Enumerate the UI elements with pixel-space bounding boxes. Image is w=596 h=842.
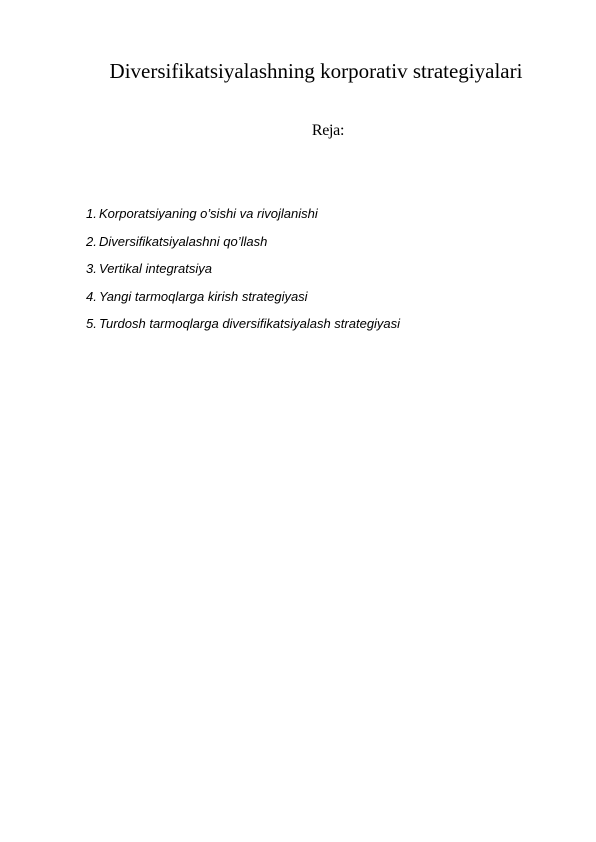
plan-item: [86, 204, 400, 232]
plan-item-number: 5.: [86, 316, 97, 331]
plan-item-number: 1.: [86, 206, 97, 221]
plan-item-text: Diversifikatsiyalashni qo’llash: [99, 233, 268, 249]
plan-item: [86, 314, 400, 342]
plan-item-text: Vertikal integratsiya: [99, 261, 212, 276]
plan-list: [86, 204, 400, 342]
plan-item-text: Korporatsiyaning o’sishi va rivojlanishi: [99, 206, 318, 221]
plan-item-number: 2.: [86, 233, 97, 249]
plan-item-number: 3.: [86, 261, 97, 276]
plan-item: [86, 259, 400, 287]
plan-item-number: 4.: [86, 288, 97, 304]
document-title: Diversifikatsiyalashning korporativ strategiyalari: [109, 59, 523, 83]
plan-item: [86, 232, 400, 260]
plan-item-text: Turdosh tarmoqlarga diversifikatsiyalash strategiyasi: [99, 316, 401, 331]
plan-heading: Reja:: [311, 122, 345, 139]
plan-item: [86, 287, 400, 315]
plan-item-text: Yangi tarmoqlarga kirish strategiyasi: [99, 288, 308, 304]
